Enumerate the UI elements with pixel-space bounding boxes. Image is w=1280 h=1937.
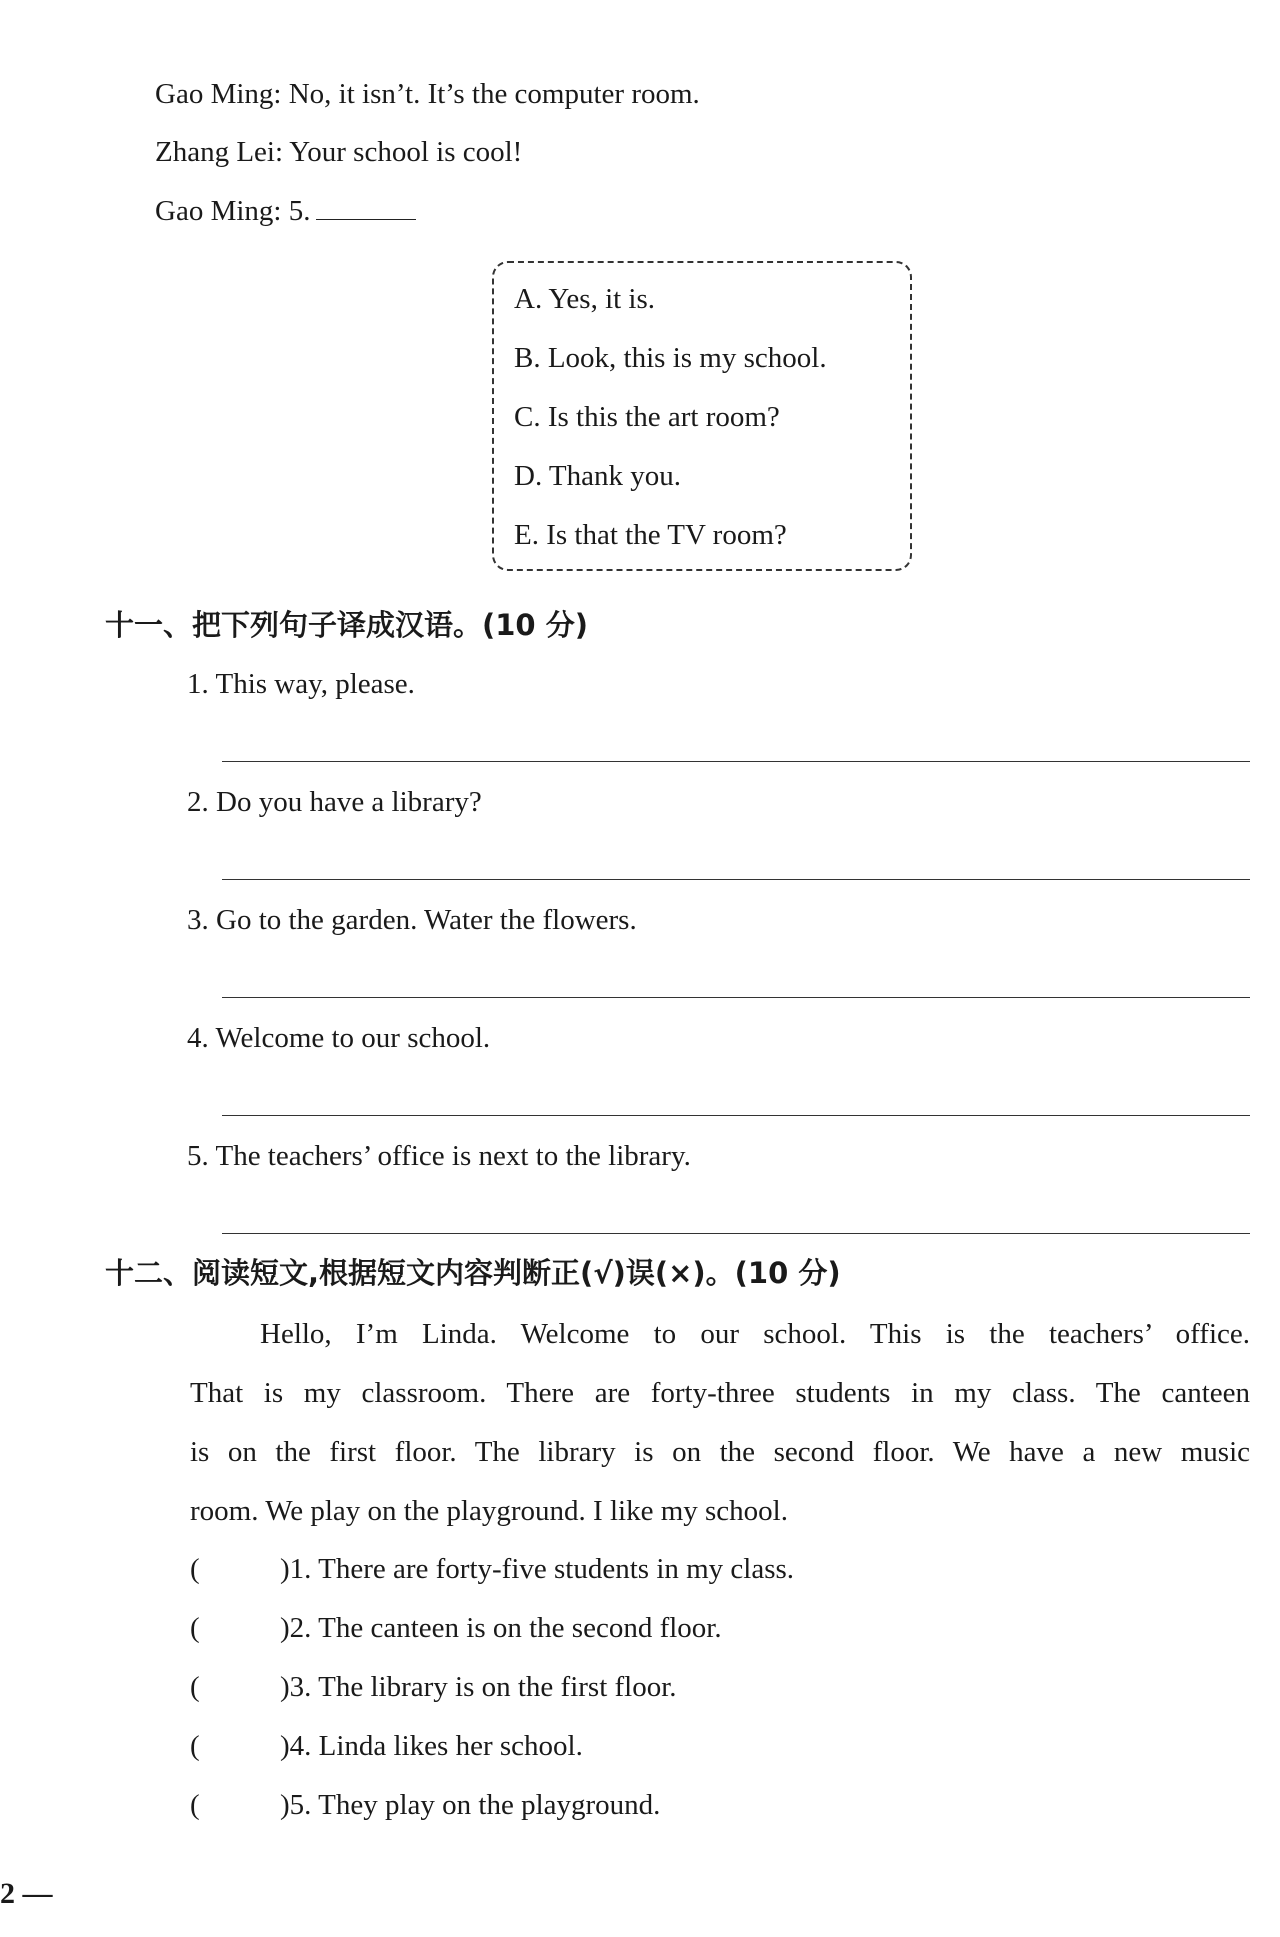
speaker: Gao Ming — [155, 195, 274, 227]
open-paren: ( — [190, 1612, 200, 1644]
passage-line-4: room. We play on the playground. I like my school. — [190, 1495, 788, 1527]
option-d: D. Thank you. — [514, 460, 682, 492]
judge-item-2[interactable] — [190, 1610, 722, 1646]
answer-line-2[interactable] — [222, 879, 1250, 880]
option-e: E. Is that the TV room? — [514, 519, 787, 551]
open-paren: ( — [190, 1730, 200, 1762]
translate-item-1: 1. This way, please. — [187, 668, 415, 700]
dialog-line-3: Gao Ming: 5. — [155, 193, 416, 229]
section-11-heading: 十一、把下列句子译成汉语。(10 分) — [105, 608, 588, 642]
dialog-line-2: Zhang Lei: Your school is cool! — [155, 136, 523, 168]
options-box — [492, 261, 912, 571]
passage-line-3: is on the first floor. The library is on the second floor. We have a new music — [190, 1436, 1250, 1468]
dialog-text: Your school is cool! — [289, 136, 523, 168]
judge-item-4[interactable] — [190, 1728, 583, 1764]
translate-item-3: 3. Go to the garden. Water the flowers. — [187, 904, 637, 936]
speaker: Zhang Lei — [155, 136, 275, 168]
statement-text: )4. Linda likes her school. — [280, 1730, 583, 1762]
dialog-line-1: Gao Ming: No, it isn’t. It’s the computer room. — [155, 78, 700, 110]
passage-line-1: Hello, I’m Linda. Welcome to our school. This is the teachers’ office. — [260, 1318, 1250, 1350]
answer-blank[interactable] — [316, 193, 416, 220]
answer-line-3[interactable] — [222, 997, 1250, 998]
answer-line-4[interactable] — [222, 1115, 1250, 1116]
dialog-text: 5. — [288, 195, 311, 227]
answer-line-1[interactable] — [222, 761, 1250, 762]
option-a: A. Yes, it is. — [514, 283, 656, 315]
speaker: Gao Ming — [155, 78, 274, 110]
statement-text: )2. The canteen is on the second floor. — [280, 1612, 722, 1644]
option-c: C. Is this the art room? — [514, 401, 780, 433]
page-number: 2 — — [0, 1877, 53, 1910]
open-paren: ( — [190, 1671, 200, 1703]
statement-text: )5. They play on the playground. — [280, 1789, 661, 1821]
dialog-text: No, it isn’t. It’s the computer room. — [288, 78, 700, 110]
statement-text: )1. There are forty-five students in my class. — [280, 1553, 795, 1585]
option-b: B. Look, this is my school. — [514, 342, 827, 374]
judge-item-3[interactable] — [190, 1669, 677, 1705]
translate-item-5: 5. The teachers’ office is next to the library. — [187, 1140, 691, 1172]
open-paren: ( — [190, 1789, 200, 1821]
passage-line-2: That is my classroom. There are forty-three students in my class. The canteen — [190, 1377, 1250, 1409]
judge-item-5[interactable] — [190, 1787, 660, 1823]
statement-text: )3. The library is on the first floor. — [280, 1671, 677, 1703]
judge-item-1[interactable] — [190, 1551, 794, 1587]
answer-line-5[interactable] — [222, 1233, 1250, 1234]
section-12-heading: 十二、阅读短文,根据短文内容判断正(√)误(×)。(10 分) — [105, 1256, 841, 1290]
translate-item-4: 4. Welcome to our school. — [187, 1022, 491, 1054]
open-paren: ( — [190, 1553, 200, 1585]
translate-item-2: 2. Do you have a library? — [187, 786, 482, 818]
